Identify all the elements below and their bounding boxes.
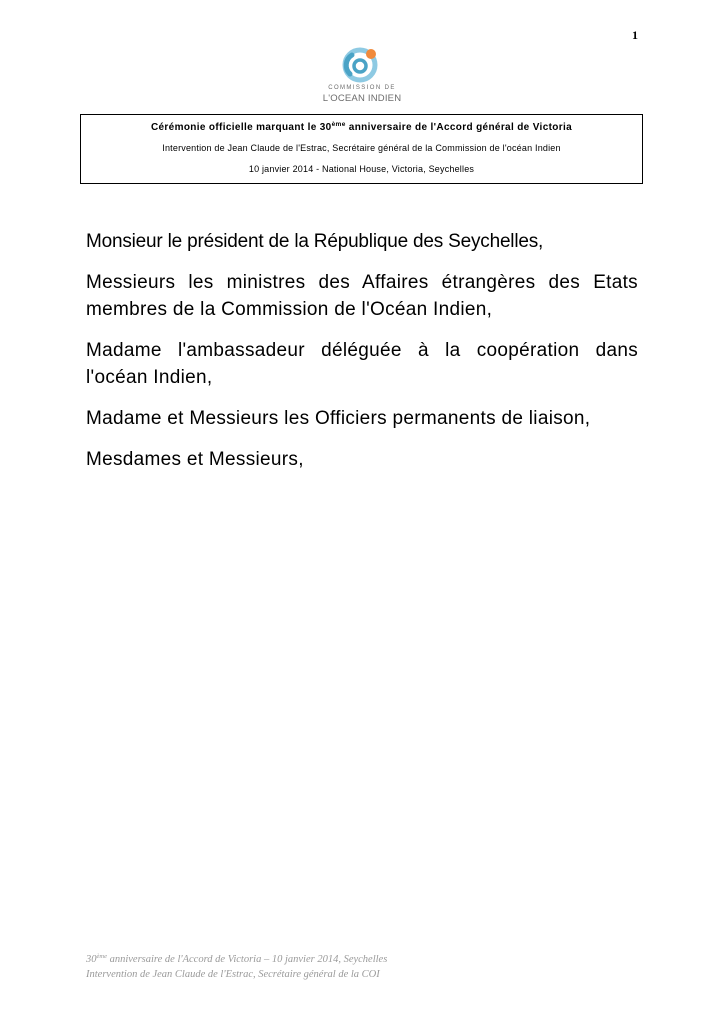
- header-title-start: Cérémonie officielle marquant le 30: [150, 122, 332, 133]
- footer-line1-text: anniversaire de l'Accord de Victoria – 10 janvier 2014, Seychelles: [106, 954, 388, 965]
- salutation-ambassador: Madame l'ambassadeur déléguée à la coopération dans l'océan Indien,: [86, 340, 638, 388]
- header-subtitle: Intervention de Jean Claude de l'Estrac, Secrétaire général de la Commission de l'océan Indien: [162, 143, 561, 153]
- footer-line1-number: 30: [86, 954, 97, 965]
- header-title: [81, 121, 642, 133]
- footer-line2: Intervention de Jean Claude de l'Estrac, Secrétaire général de la COI: [86, 969, 380, 980]
- footer-line1: [86, 949, 646, 967]
- header-date-place: 10 janvier 2014 - National House, Victoria, Seychelles: [248, 164, 475, 174]
- salutation-ministers: Messieurs les ministres des Affaires étrangères des Etats membres de la Commission de l'Océan Indien,: [86, 272, 638, 320]
- coi-logo: [312, 44, 412, 114]
- salutation-president: Monsieur le président de la République des Seychelles,: [86, 231, 544, 252]
- salutation-liaison-officers: Madame et Messieurs les Officiers permanents de liaison,: [86, 408, 591, 429]
- coi-swirl-icon: [312, 44, 412, 84]
- logo-text-line2: L'OCEAN INDIEN: [322, 93, 402, 104]
- page-number: 1: [632, 28, 638, 42]
- page-footer: [86, 949, 646, 982]
- header-title-superscript: ème: [331, 121, 346, 128]
- logo-text-line1: COMMISSION DE: [328, 85, 396, 91]
- salutation-all: Mesdames et Messieurs,: [86, 449, 304, 470]
- footer-line1-superscript: ème: [96, 953, 107, 960]
- header-title-end: anniversaire de l'Accord général de Victoria: [345, 122, 573, 133]
- header-box: [80, 114, 643, 184]
- salutations: [86, 228, 638, 487]
